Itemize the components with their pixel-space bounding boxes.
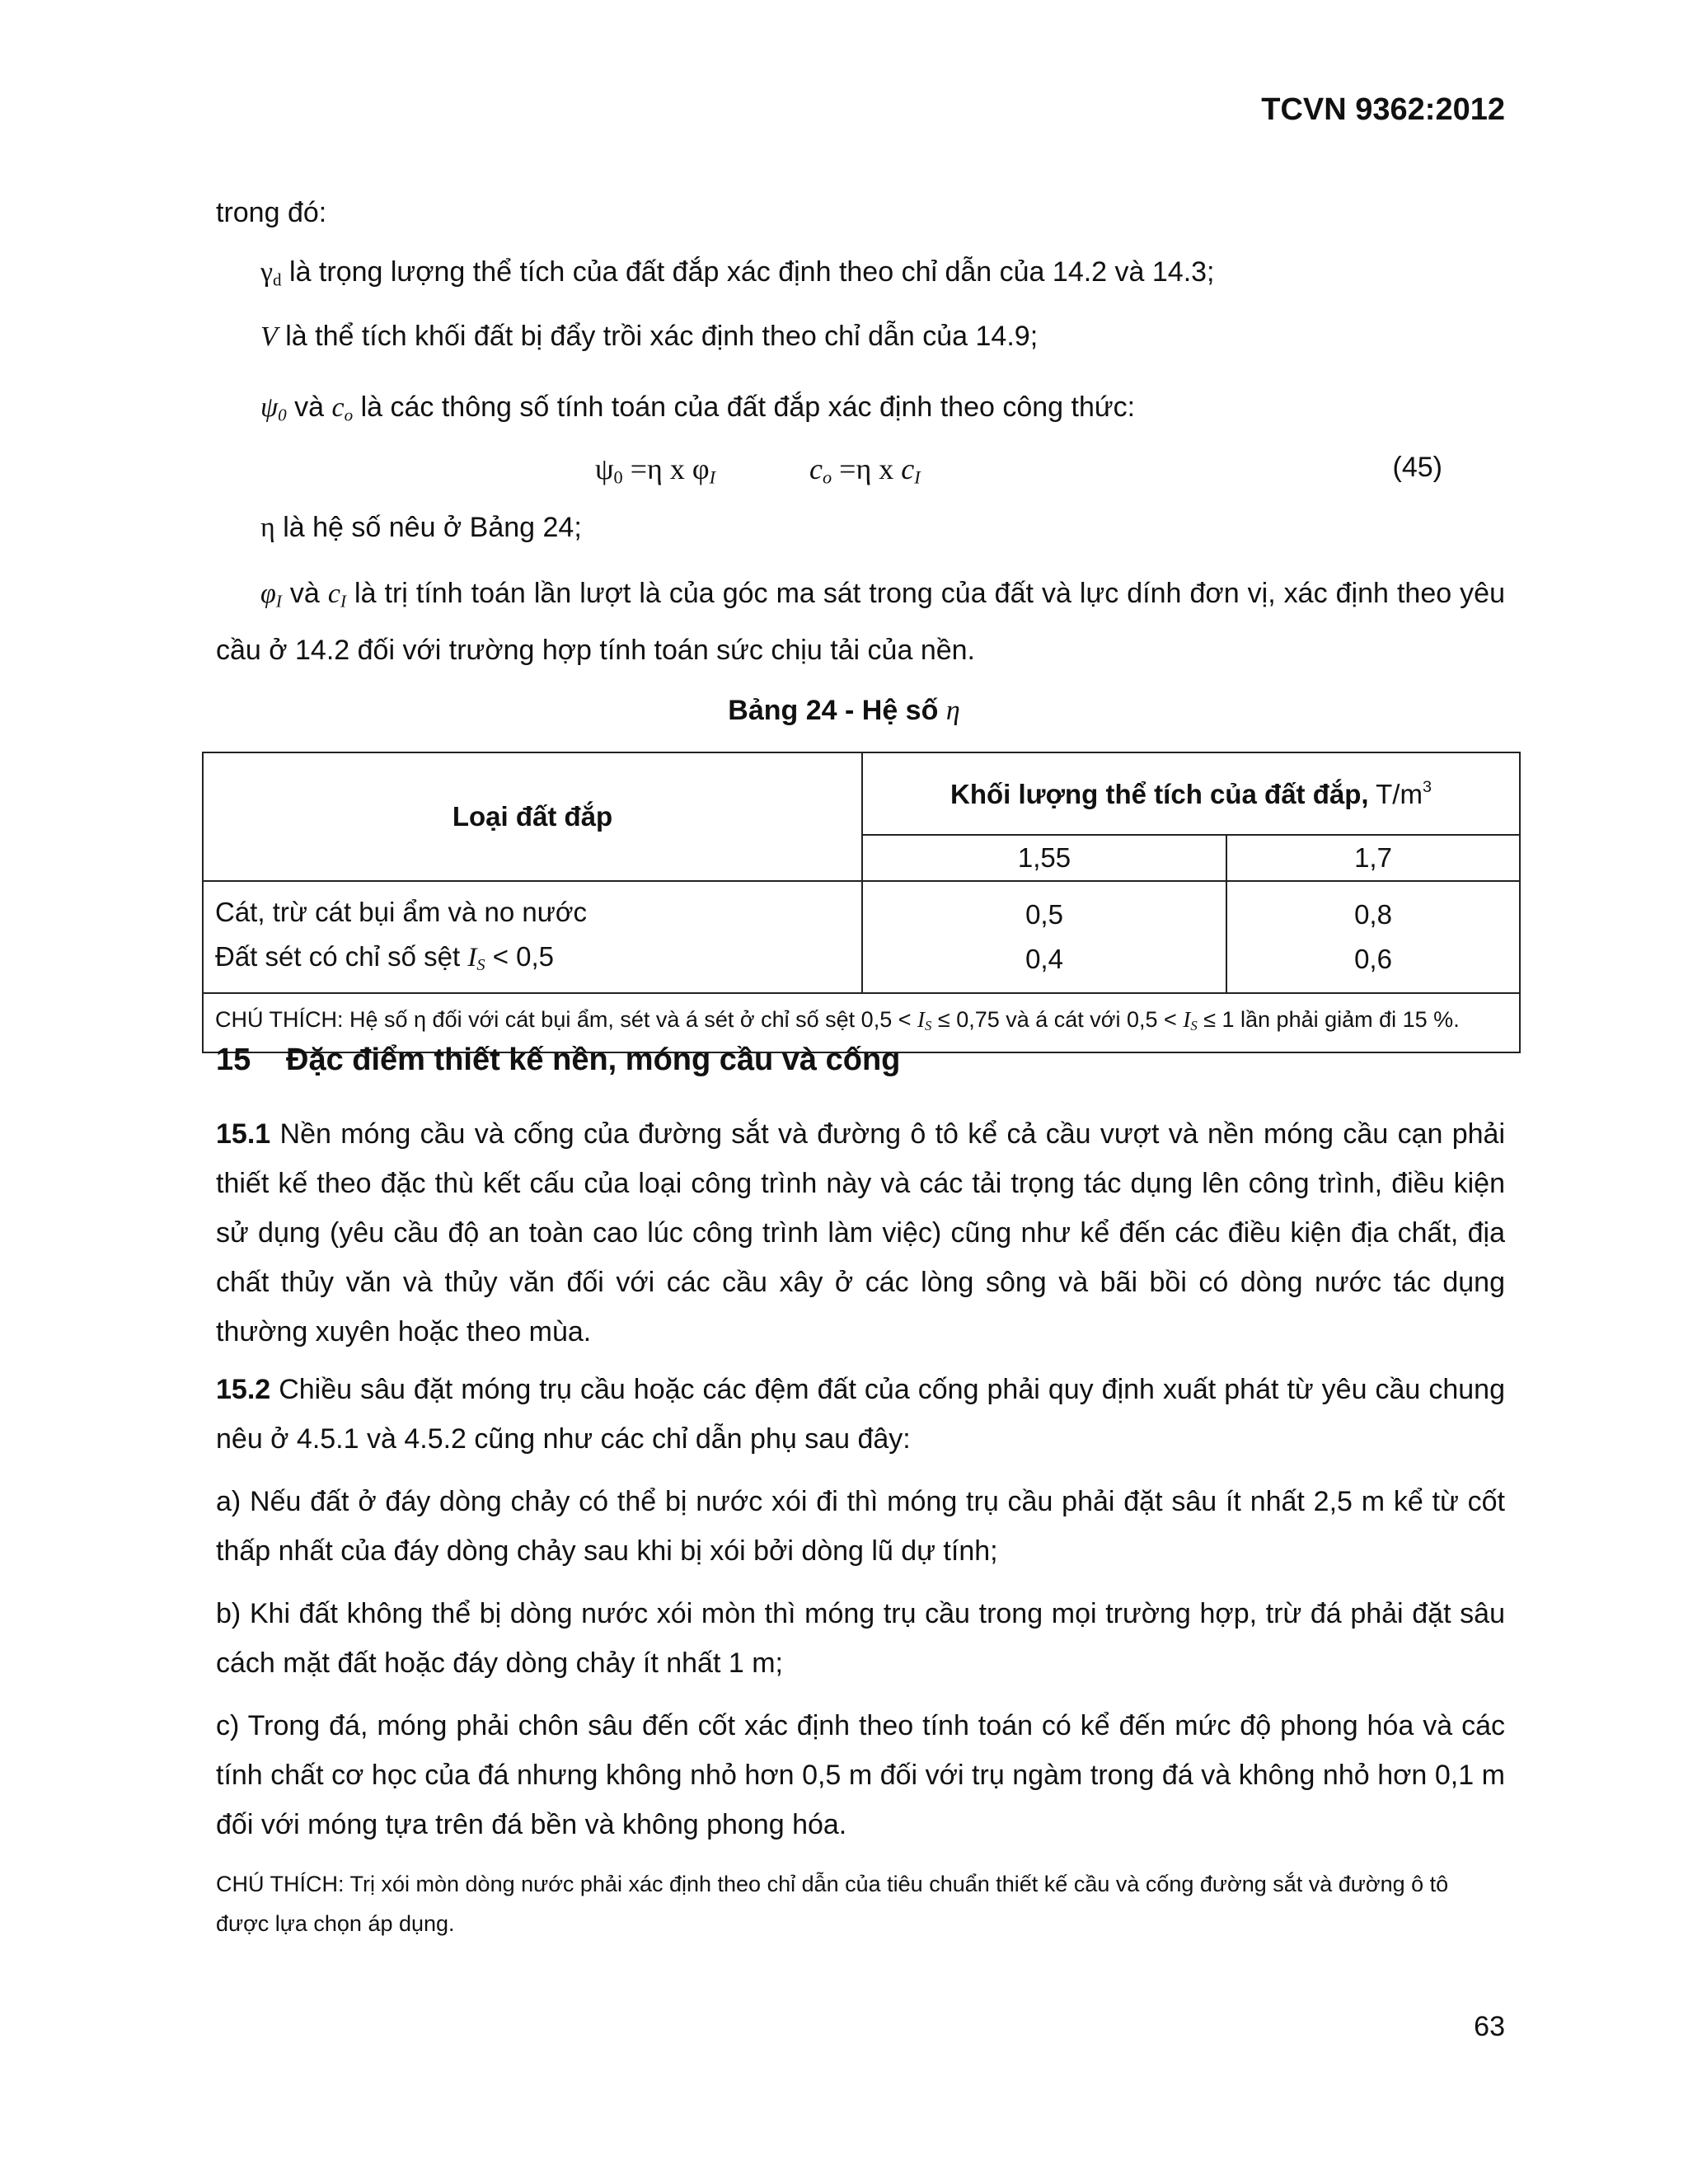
formula-psi-symbol: ψ [595,452,614,485]
value-clay-155: 0,4 [1025,944,1063,975]
density-unit-exponent: 3 [1422,777,1432,796]
final-note: CHÚ THÍCH: Trị xói mòn dòng nước phải xác định theo chỉ dẫn của tiêu chuẩn thiết kế cầu và cống đường sắt và đường ô tô được lựa chọn áp dụng. [216,1872,1449,1936]
is-subscript: S [925,1018,932,1034]
is-subscript: S [1190,1018,1198,1034]
formula-phi-sub: I [709,466,716,488]
def-gamma [260,247,1505,304]
clay-label-condition: < 0,5 [485,941,555,972]
row-label-sand: Cát, trừ cát bụi ẩm và no nước [215,897,587,927]
density-unit: T/m [1368,778,1423,809]
item-b: b) Khi đất không thể bị dòng nước xói mòn thì móng trụ cầu trong mọi trường hợp, trừ đá phải đặt sâu cách mặt đất hoặc đáy dòng chảy ít nhất 1 m; [216,1598,1505,1679]
value-sand-155: 0,5 [1025,899,1063,930]
table-note-part1: CHÚ THÍCH: Hệ số η đối với cát bụi ẩm, sét và á sét ở chỉ số sệt 0,5 < [215,1007,917,1033]
is-subscript: S [476,956,485,975]
value-clay-17: 0,6 [1354,944,1392,975]
eta-symbol: η [260,513,275,543]
sub-header-17: 1,7 [1226,835,1520,881]
paragraph-text: Chiều sâu đặt móng trụ cầu hoặc các đệm đất của cống phải quy định xuất phát từ yêu cầu chung nêu ở 4.5.1 và 4.5.2 cũng như các chỉ dẫn phụ sau đây: [216,1374,1505,1455]
table-note-part2: ≤ 0,75 và á cát với 0,5 < [931,1007,1184,1033]
phi-symbol: φ [260,579,276,609]
and-word: và [281,578,328,609]
paragraph-text: Nền móng cầu và cống của đường sắt và đường ô tô kể cả cầu vượt và nền móng cầu cạn phải thiết kế theo đặc thù kết cấu của loại công trình này và các tải trọng tác dụng lên công trình, điều kiện sử dụng (yêu cầu độ an toàn cao lúc công trình làm việc) cũng như kể đến các điều kiện địa chất, địa chất thủy văn và thủy văn đối với các cầu xây ở các lòng sông và bãi bồi có dòng nước tác dụng thường xuyên hoặc theo mùa. [216,1118,1505,1347]
table-note-part3: ≤ 1 lần phải giảm đi 15 %. [1197,1007,1460,1033]
formula-c1-sub: I [914,466,921,488]
table-caption [0,695,1688,727]
eta-symbol: η [945,696,960,726]
c-subscript: o [344,405,354,425]
is-symbol: I [917,1007,925,1033]
formula-c-symbol: c [809,452,823,485]
intro-text: trong đó: [216,197,327,228]
paragraph-15-1 [216,1109,1505,1357]
formula-psi-sub: 0 [613,466,623,488]
def-psi-text: là các thông số tính toán của đất đắp xác định theo công thức: [353,391,1136,423]
phi-subscript: I [275,591,282,612]
document-code: TCVN 9362:2012 [1261,92,1505,127]
formula-c [809,452,921,489]
col-header-density [862,752,1520,835]
def-eta [260,503,1505,553]
formula-c-rhs: =η x [832,452,902,485]
clause-number: 15.2 [216,1374,271,1405]
def-volume [260,312,1505,362]
gamma-symbol: γ [260,257,274,288]
paragraph-15-2 [216,1365,1505,1464]
row-label-clay [215,935,850,987]
section-number: 15 [216,1043,251,1077]
def-v-text: là thể tích khối đất bị đẩy trồi xác định theo chỉ dẫn của 14.9; [277,321,1039,352]
formula-c1-symbol: c [901,452,915,485]
c1-symbol: c [327,579,340,609]
table-row [203,881,1520,993]
table-caption-text: Bảng 24 - Hệ số [728,695,946,726]
v-symbol: V [260,321,278,352]
formula-psi [595,452,715,489]
coefficient-table [202,752,1521,1053]
row-labels [203,881,862,993]
item-c: c) Trong đá, móng phải chôn sâu đến cốt xác định theo tính toán có kể đến mức độ phong hóa và các tính chất cơ học của đá nhưng không nhỏ hơn 0,5 m đối với trụ ngàm trong đá và không nhỏ hơn 0,1 m đối với móng tựa trên đá bền và không phong hóa. [216,1710,1505,1840]
col-header-soil-type: Loại đất đắp [203,752,862,881]
psi-subscript: 0 [278,405,287,425]
clay-label-text: Đất sét có chỉ số sệt [215,941,468,972]
def-gamma-text: là trọng lượng thể tích của đất đắp xác định theo chỉ dẫn của 14.2 và 14.3; [281,256,1215,288]
item-a: a) Nếu đất ở đáy dòng chảy có thể bị nước xói đi thì móng trụ cầu phải đặt sâu ít nhất 2,5 m kể từ cốt thấp nhất của đáy dòng chảy sau khi bị xói bởi dòng lũ dự tính; [216,1486,1505,1567]
section-title: Đặc điểm thiết kế nền, móng cầu và cống [286,1043,901,1077]
values-155 [862,881,1226,993]
is-symbol: I [1183,1007,1191,1033]
formula-psi-rhs: =η x φ [622,452,710,485]
equation-number: (45) [1392,452,1442,483]
sub-header-155: 1,55 [862,835,1226,881]
value-sand-17: 0,8 [1354,899,1392,930]
c-symbol: c [331,392,345,423]
and-word: và [286,391,332,423]
c1-subscript: I [340,591,346,612]
page-number: 63 [1474,2011,1505,2042]
clause-number: 15.1 [216,1118,271,1150]
def-phi [216,569,1505,675]
def-psi [260,382,1505,439]
values-17 [1226,881,1520,993]
def-phi-text: là trị tính toán lần lượt là của góc ma sát trong của đất và lực dính đơn vị, xác định theo yêu cầu ở 14.2 đối với trường hợp tính toán sức chịu tải của nền. [216,578,1505,667]
section-heading [216,1043,900,1078]
psi-symbol: ψ [260,392,279,423]
def-eta-text: là hệ số nêu ở Bảng 24; [274,512,582,543]
col-header-density-text: Khối lượng thể tích của đất đắp, [950,778,1369,809]
gamma-subscript: d [273,269,282,290]
formula-c-sub: o [822,466,832,488]
is-symbol: I [467,943,477,972]
